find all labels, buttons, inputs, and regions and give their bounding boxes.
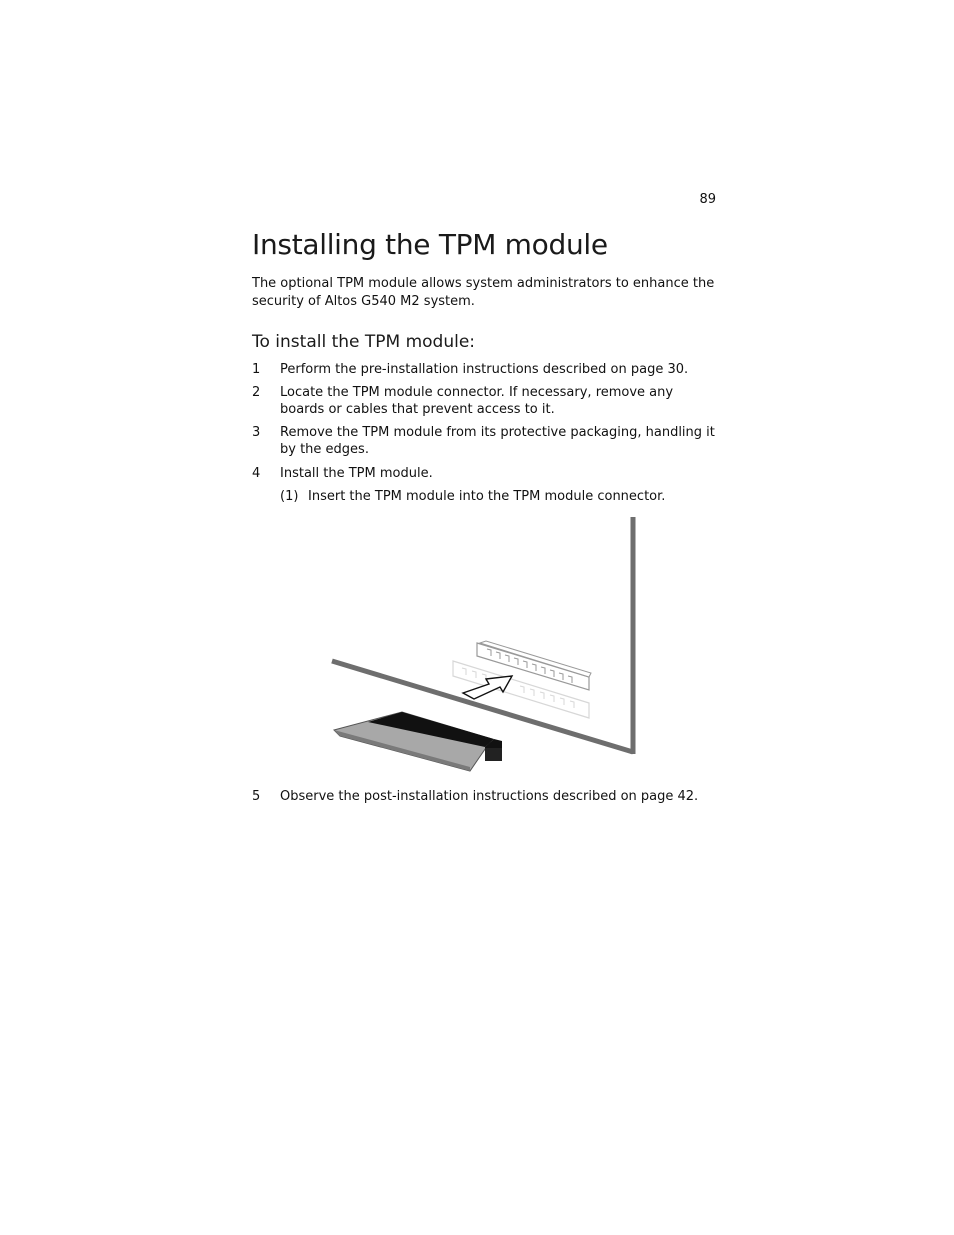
step-number: 5 [252, 789, 261, 804]
substep-1 [280, 488, 720, 506]
page-title: Installing the TPM module [252, 228, 608, 261]
step-4 [252, 465, 722, 483]
step-text: Remove the TPM module from its protective packaging, handling it by the edges. [280, 425, 715, 457]
procedure-heading: To install the TPM module: [252, 332, 476, 352]
substep-number: (1) [280, 489, 299, 504]
step-text: Observe the post-installation instructions described on page 42. [280, 789, 699, 804]
intro-paragraph: The optional TPM module allows system administrators to enhance the security of Altos G540 M2 system. [252, 276, 715, 309]
step-number: 1 [252, 362, 261, 377]
step-1 [252, 361, 722, 379]
tpm-module-board [334, 712, 502, 771]
illustration-svg [330, 514, 642, 776]
step-number: 3 [252, 425, 261, 440]
tpm-module-insertion-illustration [330, 514, 642, 776]
step-3 [252, 424, 722, 460]
step-number: 4 [252, 466, 261, 481]
step-2 [252, 384, 722, 420]
step-text: Perform the pre-installation instructions described on page 30. [280, 362, 689, 377]
step-number: 2 [252, 385, 261, 400]
step-text: Install the TPM module. [280, 466, 433, 481]
step-5 [252, 788, 722, 806]
substep-text: Insert the TPM module into the TPM module connector. [308, 489, 666, 504]
step-text: Locate the TPM module connector. If necessary, remove any boards or cables that prevent access to it. [280, 385, 674, 417]
page-number: 89 [699, 192, 716, 207]
